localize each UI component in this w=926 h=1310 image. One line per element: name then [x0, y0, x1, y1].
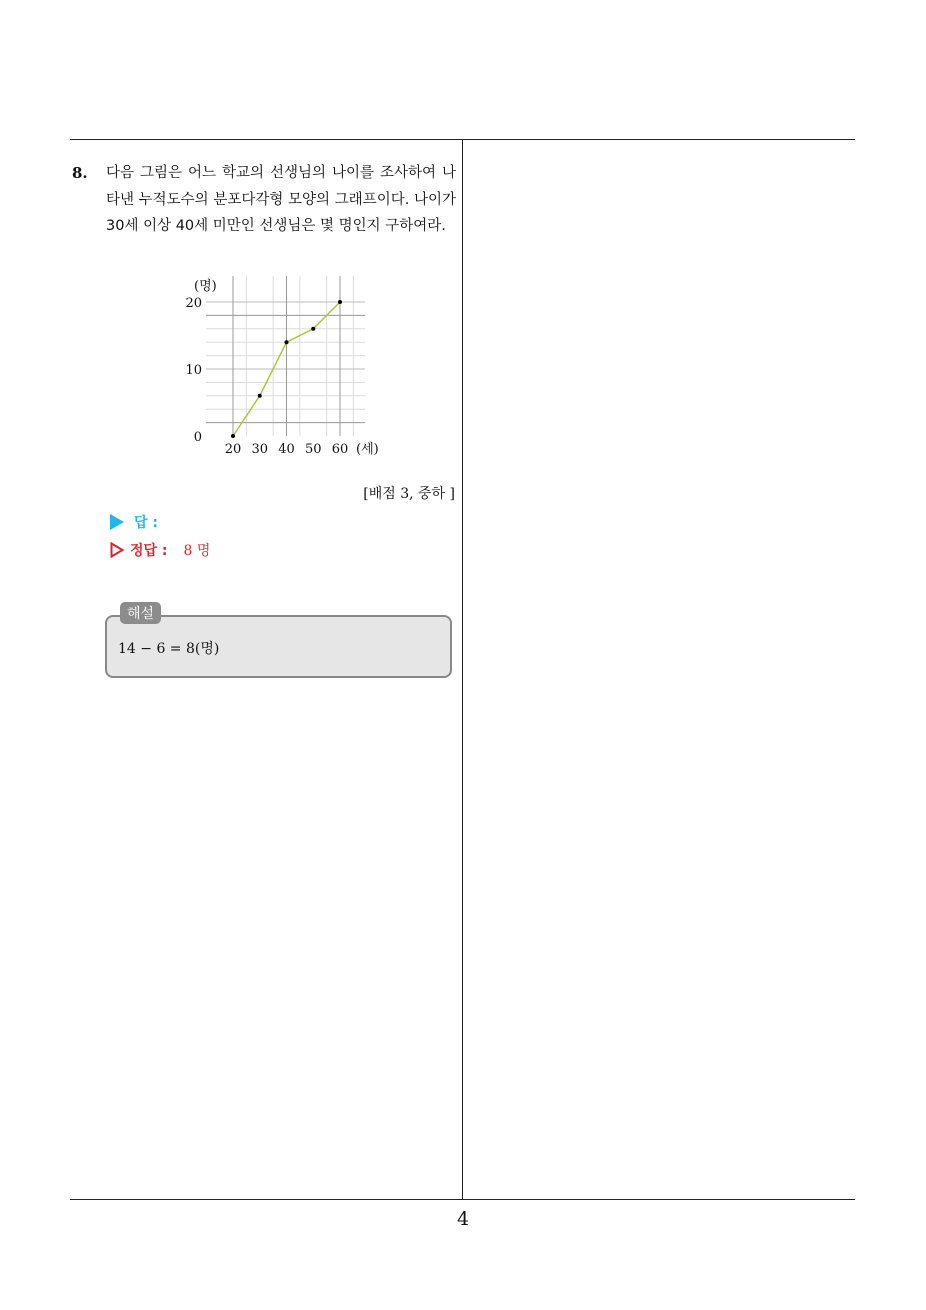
y-unit-label: (명) — [194, 279, 217, 294]
x-tick-label: 40 — [278, 442, 295, 457]
question-number: 8. — [72, 164, 88, 182]
page-number: 4 — [456, 1208, 470, 1230]
score-label: [배점 3, 중하 ] — [363, 486, 455, 502]
x-tick-label: 30 — [251, 442, 269, 457]
column-divider — [462, 139, 463, 1200]
correct-answer-row — [110, 540, 210, 560]
x-tick-label: 20 — [224, 442, 242, 457]
x-tick-label: 60 — [331, 442, 349, 457]
play-triangle-icon — [110, 514, 124, 530]
cumulative-frequency-chart — [180, 270, 390, 465]
data-point — [311, 327, 315, 331]
correct-answer-value: 8 명 — [183, 543, 211, 559]
bottom-rule — [70, 1199, 855, 1200]
question-text: 다음 그림은 어느 학교의 선생님의 나이를 조사하여 나타낸 누적도수의 분포다각형 모양의 그래프이다. 나이가 30세 이상 40세 미만인 선생님은 몇 명인지 구하여라. — [106, 165, 456, 234]
x-tick-label: 50 — [304, 442, 322, 457]
data-point — [285, 340, 289, 344]
data-point — [338, 300, 342, 304]
data-point — [231, 434, 235, 438]
outline-triangle-icon — [110, 542, 124, 558]
chart-svg — [180, 270, 390, 465]
answer-row — [110, 512, 158, 532]
x-unit-label: (세) — [356, 442, 379, 457]
data-point — [258, 394, 262, 398]
solution-tag: 해설 — [120, 602, 161, 624]
y-tick-label: 10 — [185, 363, 202, 378]
y-tick-label: 0 — [193, 430, 202, 445]
correct-answer-label: 정답 : — [130, 543, 168, 559]
y-tick-label: 20 — [185, 296, 202, 311]
answer-label: 답 : — [134, 515, 158, 531]
solution-text: 14 − 6 = 8(명) — [118, 641, 220, 657]
